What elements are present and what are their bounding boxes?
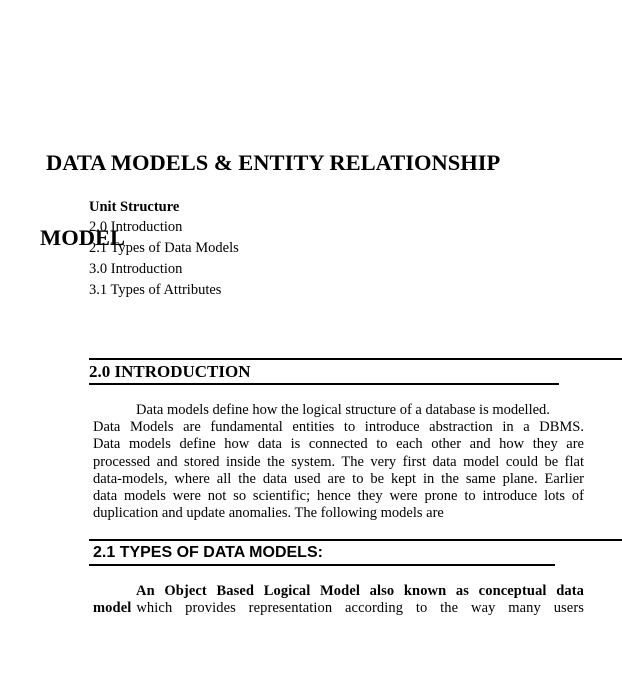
section-rule-bottom (89, 564, 555, 566)
paragraph-line: duplication and update anomalies. The following models are (93, 505, 444, 522)
types-paragraph (93, 583, 584, 617)
section-heading-types-of-data-models: 2.1 TYPES OF DATA MODELS: (93, 544, 323, 561)
unit-structure (89, 197, 489, 301)
unit-structure-heading: Unit Structure (89, 199, 180, 215)
paragraph-line-bold: An Object Based Logical Model also known as conceptual data (136, 583, 584, 599)
paragraph-line: processed and stored inside the system. The very first data model could be flat (93, 453, 584, 470)
paragraph-line: Data models define how the logical structure of a database is modelled. (136, 402, 550, 418)
paragraph-line: Data models define how data is connected to each other and how they are (93, 436, 584, 453)
unit-structure-item: 3.1 Types of Attributes (89, 282, 222, 298)
section-rule-top (89, 358, 622, 360)
section-rule-bottom (89, 383, 559, 385)
introduction-paragraph (93, 402, 584, 522)
unit-structure-item: 2.1 Types of Data Models (89, 240, 239, 256)
paragraph-line: data-models, where all the data used are to be kept in the same plane. Earlier (93, 470, 584, 487)
unit-structure-item: 3.0 Introduction (89, 261, 183, 277)
paragraph-line: Data Models are fundamental entities to introduce abstraction in a DBMS. (93, 419, 584, 436)
section-rule-top (89, 539, 622, 541)
paragraph-line (93, 600, 584, 617)
chapter-title-line-1: DATA MODELS & ENTITY RELATIONSHIP (46, 150, 501, 175)
bold-term: model (93, 600, 132, 617)
unit-structure-item: 2.0 Introduction (89, 219, 183, 235)
paragraph-line: data models were not so scientific; hence they were prone to introduce lots of (93, 487, 584, 504)
paragraph-line-text: which provides representation according to the way many users (136, 600, 584, 617)
chapter-title-line-2: MODEL (40, 225, 126, 250)
section-heading-introduction: 2.0 INTRODUCTION (89, 362, 251, 381)
